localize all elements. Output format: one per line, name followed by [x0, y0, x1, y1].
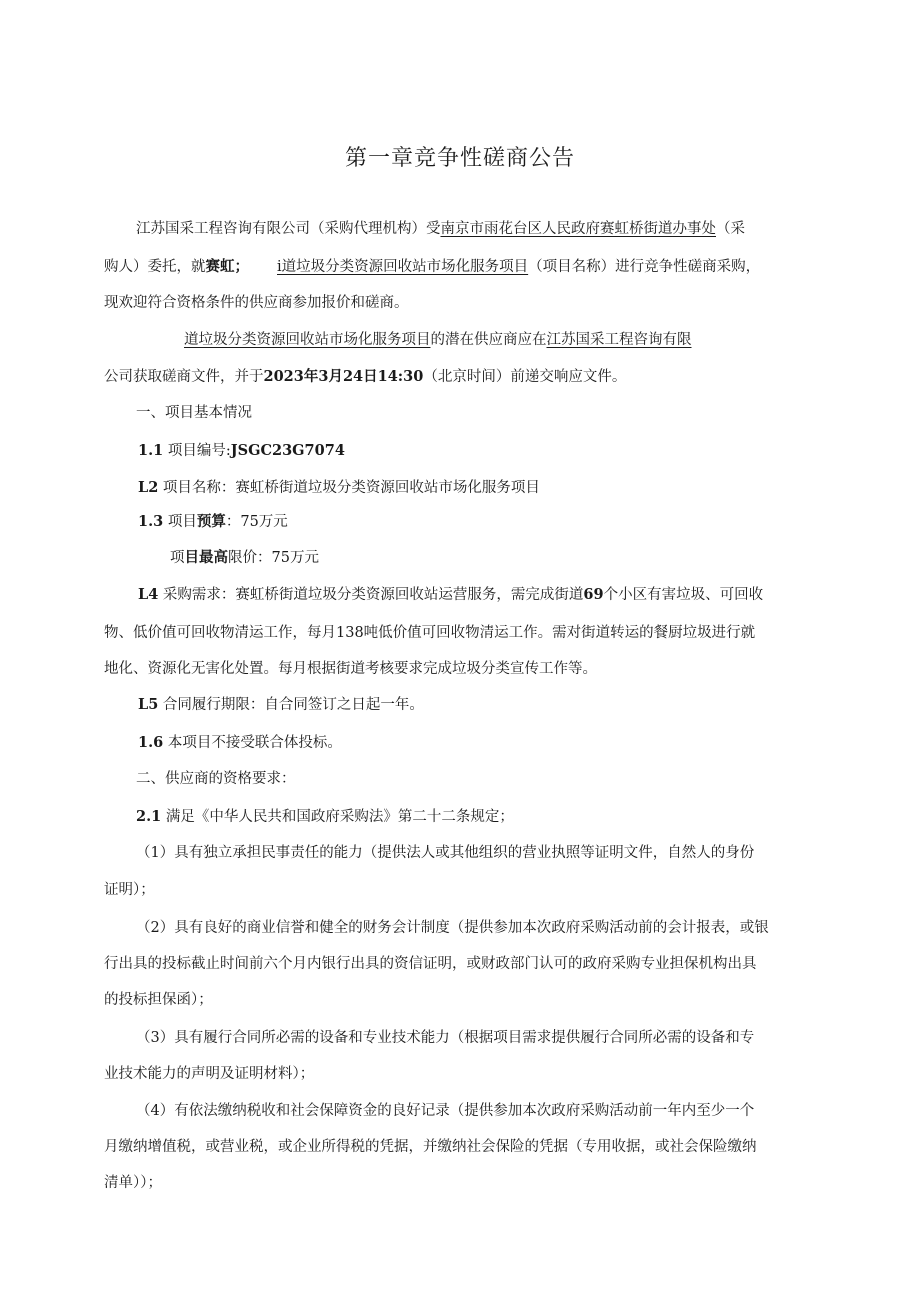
- document-title: 第一章竞争性磋商公告: [344, 146, 575, 171]
- cond-3-line-1: （3）具有履行合同所必需的设备和专业技术能力（根据项目需求提供履行合同所必需的设备和专: [136, 1030, 755, 1046]
- item-1-4-line-3: 地化、资源化无害化处置。每月根据街道考核要求完成垃圾分类宣传工作等。: [104, 661, 597, 677]
- cond-2-line-1: （2）具有良好的商业信誉和健全的财务会计制度（提供参加本次政府采购活动前的会计报表，或银: [136, 920, 769, 936]
- para2-line-2: [104, 366, 626, 388]
- project-name-fragment: 赛虹；: [205, 258, 249, 275]
- project-name-underlined: i道垃圾分类资源回收站市场化服务项目: [277, 259, 529, 275]
- item-1-4-line-2: 物、低价值可回收物清运工作，每月138吨低价值可回收物清运工作。需对街道转运的餐厨垃圾进行就: [104, 625, 756, 641]
- item-number: L4: [138, 586, 159, 603]
- max-price-value: 限价：75万元: [228, 550, 319, 566]
- item-1-6: [138, 732, 342, 754]
- section2-heading: 二、供应商的资格要求：: [136, 771, 296, 787]
- max-price-label: 目最高: [184, 549, 228, 566]
- item-text: 项目名称：赛虹桥街道垃圾分类资源回收站市场化服务项目: [162, 480, 540, 496]
- item-number: 1.1: [138, 442, 164, 459]
- cond-1-line-2: 证明）；: [104, 882, 155, 898]
- cond-4-line-1: （4）有依法缴纳税收和社会保障资金的良好记录（提供参加本次政府采购活动前一年内至少一个: [136, 1103, 755, 1119]
- project-name-underlined: 道垃圾分类资源回收站市场化服务项目: [184, 332, 431, 348]
- intro-text: （项目名称）进行竞争性磋商采购，: [528, 259, 761, 275]
- item-text: 项: [170, 550, 185, 566]
- item-number: 2.1: [136, 808, 162, 825]
- item-1-5: [138, 694, 424, 716]
- item-1-1: [138, 440, 345, 462]
- item-1-2: [138, 477, 540, 499]
- purchaser-name: 南京市雨花台区人民政府赛虹桥街道办事处: [440, 221, 716, 237]
- agency-name-underlined: 江苏国采工程咨询有限: [546, 332, 692, 348]
- item-text: 项目: [167, 514, 197, 530]
- project-code: JSGC23G7074: [230, 442, 345, 459]
- item-number: L5: [138, 696, 159, 713]
- intro-line-3: [104, 292, 409, 314]
- deadline: 2023年3月24日14:30: [263, 368, 424, 385]
- agency-text: 江苏国采工程咨询有限公司（采购代理机构）受: [136, 221, 441, 237]
- item-1-3: [138, 511, 288, 533]
- section1-heading: 一、项目基本情况: [136, 405, 252, 421]
- cond-3-line-2: 业技术能力的声明及证明材料）；: [104, 1066, 315, 1082]
- intro-line-2: [104, 256, 760, 278]
- item-number: L2: [138, 479, 159, 496]
- item-text: 采购需求：赛虹桥街道垃圾分类资源回收站运营服务，需完成街道: [162, 587, 584, 603]
- item-text: 满足《中华人民共和国政府采购法》第二十二条规定；: [165, 809, 514, 825]
- item-text: 合同履行期限：自合同签订之日起一年。: [162, 697, 424, 713]
- item-1-4-line-1: [138, 584, 763, 606]
- item-text: 本项目不接受联合体投标。: [167, 735, 342, 751]
- cond-4-line-3: 清单））；: [104, 1175, 162, 1191]
- item-number: 1.3: [138, 513, 164, 530]
- budget-value: ：75万元: [225, 514, 288, 530]
- para2-line-1: [184, 329, 692, 351]
- para2-text: 的潜在供应商应在: [430, 332, 547, 348]
- budget-label: 预算: [196, 513, 226, 530]
- community-count: 69: [583, 586, 604, 603]
- max-price-line: [170, 547, 319, 569]
- cond-1-line-1: （1）具有独立承担民事责任的能力（提供法人或其他组织的营业执照等证明文件，自然人的身份: [136, 845, 755, 861]
- cond-2-line-3: 的投标担保函）；: [104, 992, 213, 1008]
- item-text: 个小区有害垃圾、可回收: [603, 587, 764, 603]
- intro-line-1: [136, 218, 745, 240]
- para2-text: （北京时间）前递交响应文件。: [423, 369, 627, 385]
- item-2-1: [136, 806, 514, 828]
- para2-text: 公司获取磋商文件，并于: [104, 369, 264, 385]
- cond-2-line-2: 行出具的投标截止时间前六个月内银行出具的资信证明，或财政部门认可的政府采购专业担保机构出具: [104, 956, 757, 972]
- item-number: 1.6: [138, 734, 164, 751]
- intro-text: 购人）委托，就: [104, 259, 206, 275]
- intro-text: （采: [716, 221, 745, 237]
- item-label: 项目编号:: [167, 443, 231, 459]
- intro-text: 现欢迎符合资格条件的供应商参加报价和磋商。: [104, 295, 409, 311]
- cond-4-line-2: 月缴纳增值税，或营业税，或企业所得税的凭据，并缴纳社会保险的凭据（专用收据，或社会保险缴纳: [104, 1139, 757, 1155]
